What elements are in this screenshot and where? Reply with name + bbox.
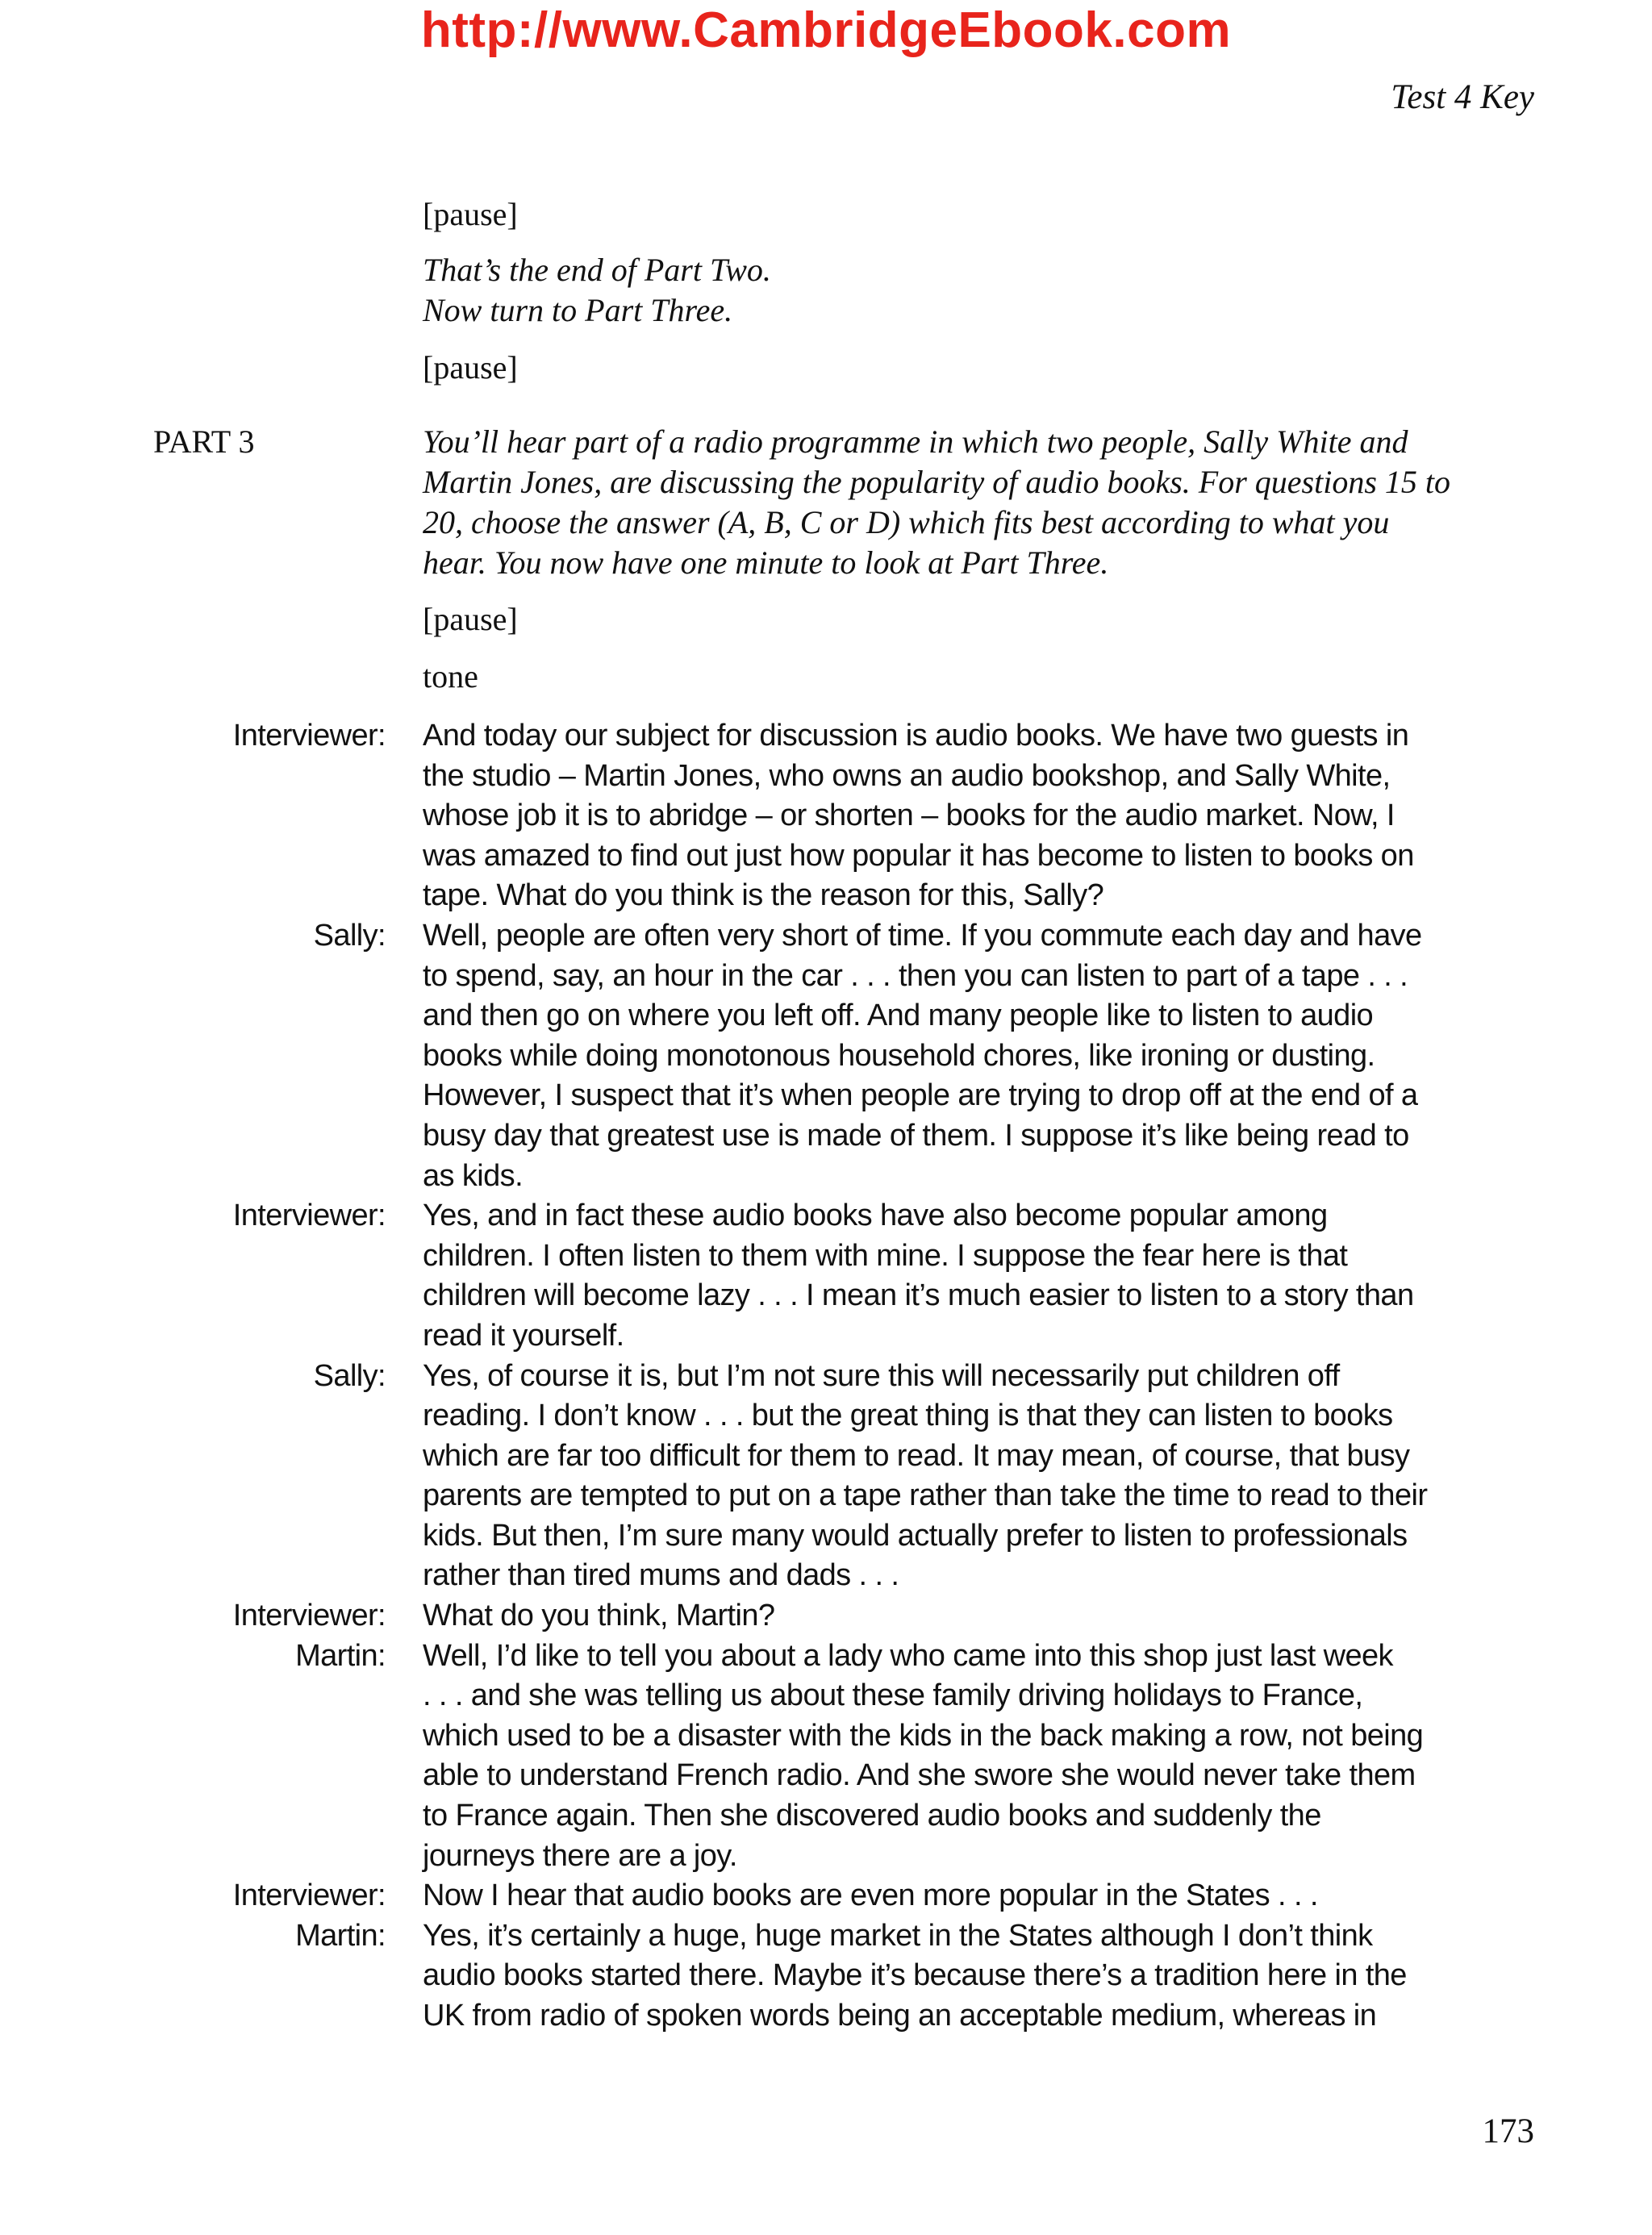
text-line: and then go on where you left off. And many people like to listen to audio: [423, 999, 1374, 1033]
speech-text: [423, 1596, 1528, 1637]
tone-marker: tone: [423, 658, 478, 694]
end-of-part-two: [423, 250, 1544, 331]
text-line: as kids.: [423, 1158, 524, 1193]
dialogue-turn: [0, 1357, 1652, 1597]
text-line: children. I often listen to them with mine. I suppose the fear here is that: [423, 1238, 1348, 1273]
text-line: parents are tempted to put on a tape rather than take the time to read to their: [423, 1478, 1428, 1513]
text-line: reading. I don’t know . . . but the great thing is that they can listen to books: [423, 1399, 1393, 1433]
text-line: kids. But then, I’m sure many would actually prefer to listen to professionals: [423, 1518, 1408, 1553]
text-line: whose job it is to abridge – or shorten – books for the audio market. Now, I: [423, 799, 1395, 833]
text-line: to France again. Then she discovered audio books and suddenly the: [423, 1799, 1321, 1833]
dialogue-turn: [0, 716, 1652, 916]
text-line: journeys there are a joy.: [423, 1838, 737, 1873]
pause-marker: [pause]: [423, 601, 518, 637]
text-line: You’ll hear part of a radio programme in which two people, Sally White and: [423, 423, 1408, 460]
dialogue-turn: [0, 1637, 1652, 1877]
text-line: 20, choose the answer (A, B, C or D) which fits best according to what you: [423, 504, 1390, 540]
text-line: which are far too difficult for them to read. It may mean, of course, that busy: [423, 1438, 1410, 1473]
dialogue-turn: [0, 1596, 1652, 1637]
text-line: hear. You now have one minute to look at Part Three.: [423, 544, 1109, 581]
speaker-label: Interviewer:: [232, 1599, 386, 1633]
text-line: Well, I’d like to tell you about a lady who came into this shop just last week: [423, 1638, 1393, 1673]
pause-marker: [pause]: [423, 349, 518, 386]
speech-text: [423, 1876, 1528, 1916]
speech-text: [423, 1196, 1528, 1356]
pause-marker: [pause]: [423, 196, 518, 232]
speaker-label: Interviewer:: [232, 719, 386, 753]
speaker-label: Sally:: [313, 918, 386, 953]
text-line: . . . and she was telling us about these family driving holidays to France,: [423, 1678, 1363, 1713]
part-label: PART 3: [153, 423, 255, 460]
speaker-label: Sally:: [313, 1358, 386, 1393]
text-line: the studio – Martin Jones, who owns an audio bookshop, and Sally White,: [423, 758, 1391, 793]
dialogue-transcript: [0, 716, 1652, 2037]
speech-text: [423, 716, 1528, 916]
text-line: And today our subject for discussion is audio books. We have two guests in: [423, 719, 1409, 753]
text-line: children will become lazy . . . I mean it’s much easier to listen to a story than: [423, 1278, 1414, 1313]
text-line: Now I hear that audio books are even more popular in the States . . .: [423, 1878, 1318, 1913]
text-line: Yes, of course it is, but I’m not sure this will necessarily put children off: [423, 1358, 1340, 1393]
running-head: Test 4 Key: [1391, 78, 1534, 116]
text-line: Well, people are often very short of time. If you commute each day and have: [423, 918, 1422, 953]
text-line: Martin Jones, are discussing the popularity of audio books. For questions 15 to: [423, 464, 1451, 500]
page-number: 173: [1482, 2112, 1534, 2150]
speaker-label: Martin:: [295, 1638, 386, 1673]
speaker-label: Interviewer:: [232, 1878, 386, 1913]
text-line: That’s the end of Part Two.: [423, 252, 771, 288]
text-line: which used to be a disaster with the kids in the back making a row, not being: [423, 1718, 1424, 1753]
text-line: Yes, it’s certainly a huge, huge market in the States although I don’t think: [423, 1918, 1373, 1953]
text-line: was amazed to find out just how popular it has become to listen to books on: [423, 838, 1414, 873]
text-line: books while doing monotonous household chores, like ironing or dusting.: [423, 1038, 1375, 1073]
dialogue-turn: [0, 1196, 1652, 1356]
text-line: Now turn to Part Three.: [423, 292, 733, 328]
text-line: UK from radio of spoken words being an acceptable medium, whereas in: [423, 1999, 1377, 2033]
speech-text: [423, 916, 1528, 1196]
dialogue-turn: [0, 916, 1652, 1196]
speaker-label: Interviewer:: [232, 1199, 386, 1233]
text-line: busy day that greatest use is made of them. I suppose it’s like being read to: [423, 1118, 1409, 1153]
text-line: However, I suspect that it’s when people are trying to drop off at the end of a: [423, 1078, 1418, 1113]
dialogue-turn: [0, 1916, 1652, 2037]
text-line: to spend, say, an hour in the car . . . then you can listen to part of a tape . . .: [423, 958, 1408, 993]
text-line: able to understand French radio. And she swore she would never take them: [423, 1758, 1416, 1793]
text-line: Yes, and in fact these audio books have also become popular among: [423, 1199, 1328, 1233]
watermark-url: http://www.CambridgeEbook.com: [420, 2, 1232, 58]
part-instructions: [423, 422, 1544, 583]
text-line: tape. What do you think is the reason for this, Sally?: [423, 878, 1104, 913]
text-line: audio books started there. Maybe it’s because there’s a tradition here in the: [423, 1958, 1407, 1993]
speech-text: [423, 1637, 1528, 1877]
speech-text: [423, 1916, 1528, 2037]
text-line: What do you think, Martin?: [423, 1599, 775, 1633]
text-line: read it yourself.: [423, 1318, 624, 1353]
text-line: rather than tired mums and dads . . .: [423, 1558, 899, 1593]
speech-text: [423, 1357, 1528, 1597]
dialogue-turn: [0, 1876, 1652, 1916]
speaker-label: Martin:: [295, 1918, 386, 1953]
